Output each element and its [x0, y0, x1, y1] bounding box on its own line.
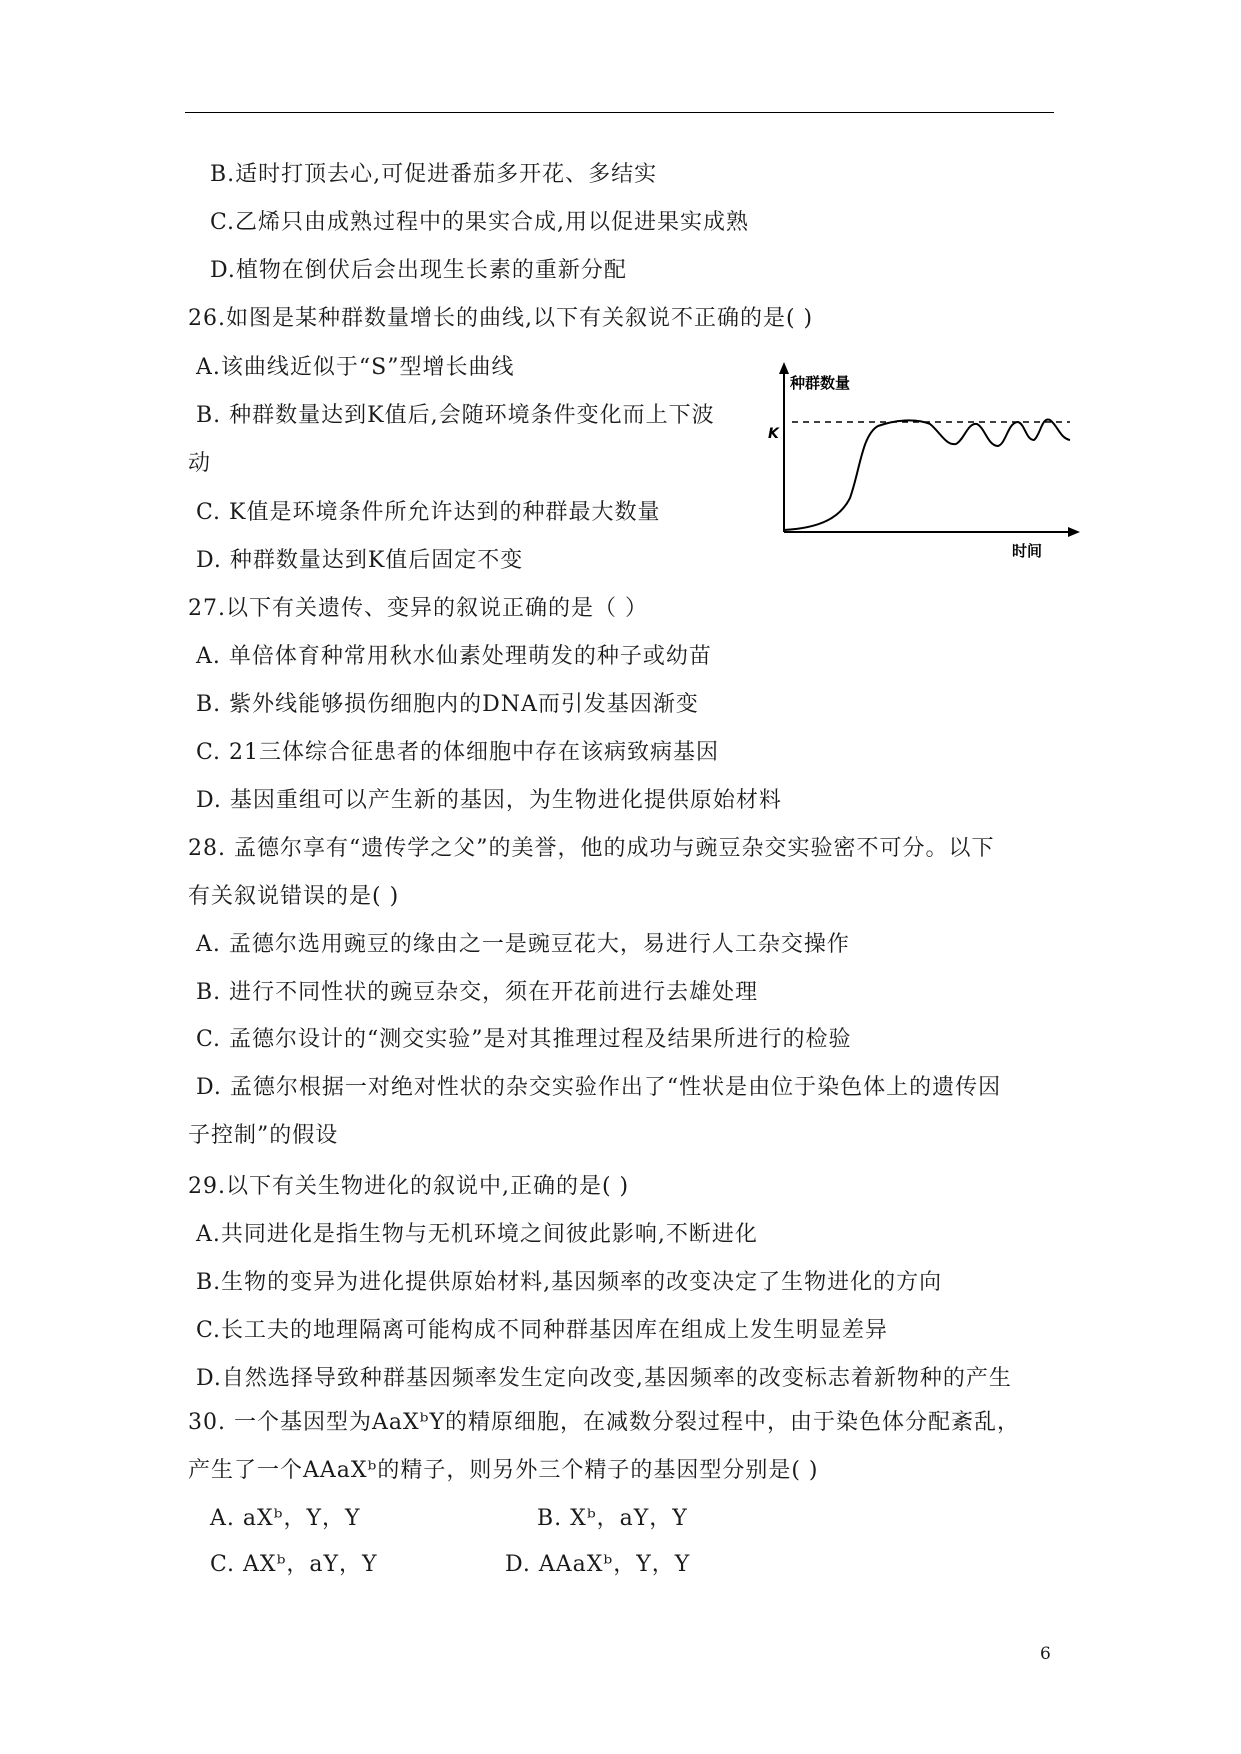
q27-option-d: D. 基因重组可以产生新的基因，为生物进化提供原始材料	[196, 788, 782, 813]
q26-option-a: A.该曲线近似于“S”型增长曲线	[196, 355, 515, 380]
q30-stem: 30. 一个基因型为AaXᵇY的精原细胞，在减数分裂过程中，由于染色体分配紊乱，	[188, 1410, 1020, 1435]
page-number: 6	[1040, 1644, 1051, 1664]
population-growth-figure	[770, 360, 1090, 570]
header-rule	[185, 112, 1054, 113]
q29-option-c: C.长工夫的地理隔离可能构成不同种群基因库在组成上发生明显差异	[196, 1318, 889, 1343]
q26-option-c: C. K值是环境条件所允许达到的种群最大数量	[196, 500, 661, 525]
q30-option-c: C. AXᵇ，aY，Y	[210, 1552, 378, 1577]
q27-option-a: A. 单倍体育种常用秋水仙素处理萌发的种子或幼苗	[196, 644, 712, 669]
q26-stem: 26.如图是某种群数量增长的曲线,以下有关叙说不正确的是( )	[188, 306, 814, 331]
q30-option-b: B. Xᵇ，aY，Y	[537, 1506, 688, 1531]
figure-k-label: K	[768, 426, 779, 442]
q30-option-a: A. aXᵇ，Y，Y	[210, 1506, 361, 1531]
q26-option-b: B. 种群数量达到K值后,会随环境条件变化而上下波	[196, 403, 715, 428]
q26-option-b-cont: 动	[188, 451, 212, 476]
q28-option-b: B. 进行不同性状的豌豆杂交，须在开花前进行去雄处理	[196, 980, 759, 1005]
q30-option-d: D. AAaXᵇ，Y，Y	[505, 1552, 691, 1577]
q30-stem-cont: 产生了一个AAaXᵇ的精子，则另外三个精子的基因型分别是( )	[188, 1458, 819, 1483]
q25-option-d: D.植物在倒伏后会出现生长素的重新分配	[210, 258, 627, 283]
q29-option-d: D.自然选择导致种群基因频率发生定向改变,基因频率的改变标志着新物种的产生	[196, 1366, 1012, 1391]
q28-option-a: A. 孟德尔选用豌豆的缘由之一是豌豆花大，易进行人工杂交操作	[196, 932, 850, 957]
figure-x-axis-label: 时间	[1012, 542, 1043, 560]
q28-option-d: D. 孟德尔根据一对绝对性状的杂交实验作出了“性状是由位于染色体上的遗传因	[196, 1075, 1002, 1100]
q26-option-d: D. 种群数量达到K值后固定不变	[196, 548, 524, 573]
q27-stem: 27.以下有关遗传、变异的叙说正确的是（ ）	[188, 596, 648, 621]
q25-option-b: B.适时打顶去心,可促进番茄多开花、多结实	[210, 162, 658, 187]
figure-y-axis-label: 种群数量	[790, 374, 851, 392]
q27-option-c: C. 21三体综合征患者的体细胞中存在该病致病基因	[196, 740, 720, 765]
q28-stem: 28. 孟德尔享有“遗传学之父”的美誉，他的成功与豌豆杂交实验密不可分。以下	[188, 836, 995, 861]
q25-option-c: C.乙烯只由成熟过程中的果实合成,用以促进果实成熟	[210, 210, 750, 235]
q28-stem-cont: 有关叙说错误的是( )	[188, 884, 400, 909]
q29-option-b: B.生物的变异为进化提供原始材料,基因频率的改变决定了生物进化的方向	[196, 1270, 943, 1295]
q28-option-c: C. 孟德尔设计的“测交实验”是对其推理过程及结果所进行的检验	[196, 1027, 852, 1052]
q27-option-b: B. 紫外线能够损伤细胞内的DNA而引发基因渐变	[196, 692, 699, 717]
q29-option-a: A.共同进化是指生物与无机环境之间彼此影响,不断进化	[196, 1222, 758, 1247]
q29-stem: 29.以下有关生物进化的叙说中,正确的是( )	[188, 1174, 630, 1199]
q28-option-d-cont: 子控制”的假设	[188, 1123, 339, 1148]
